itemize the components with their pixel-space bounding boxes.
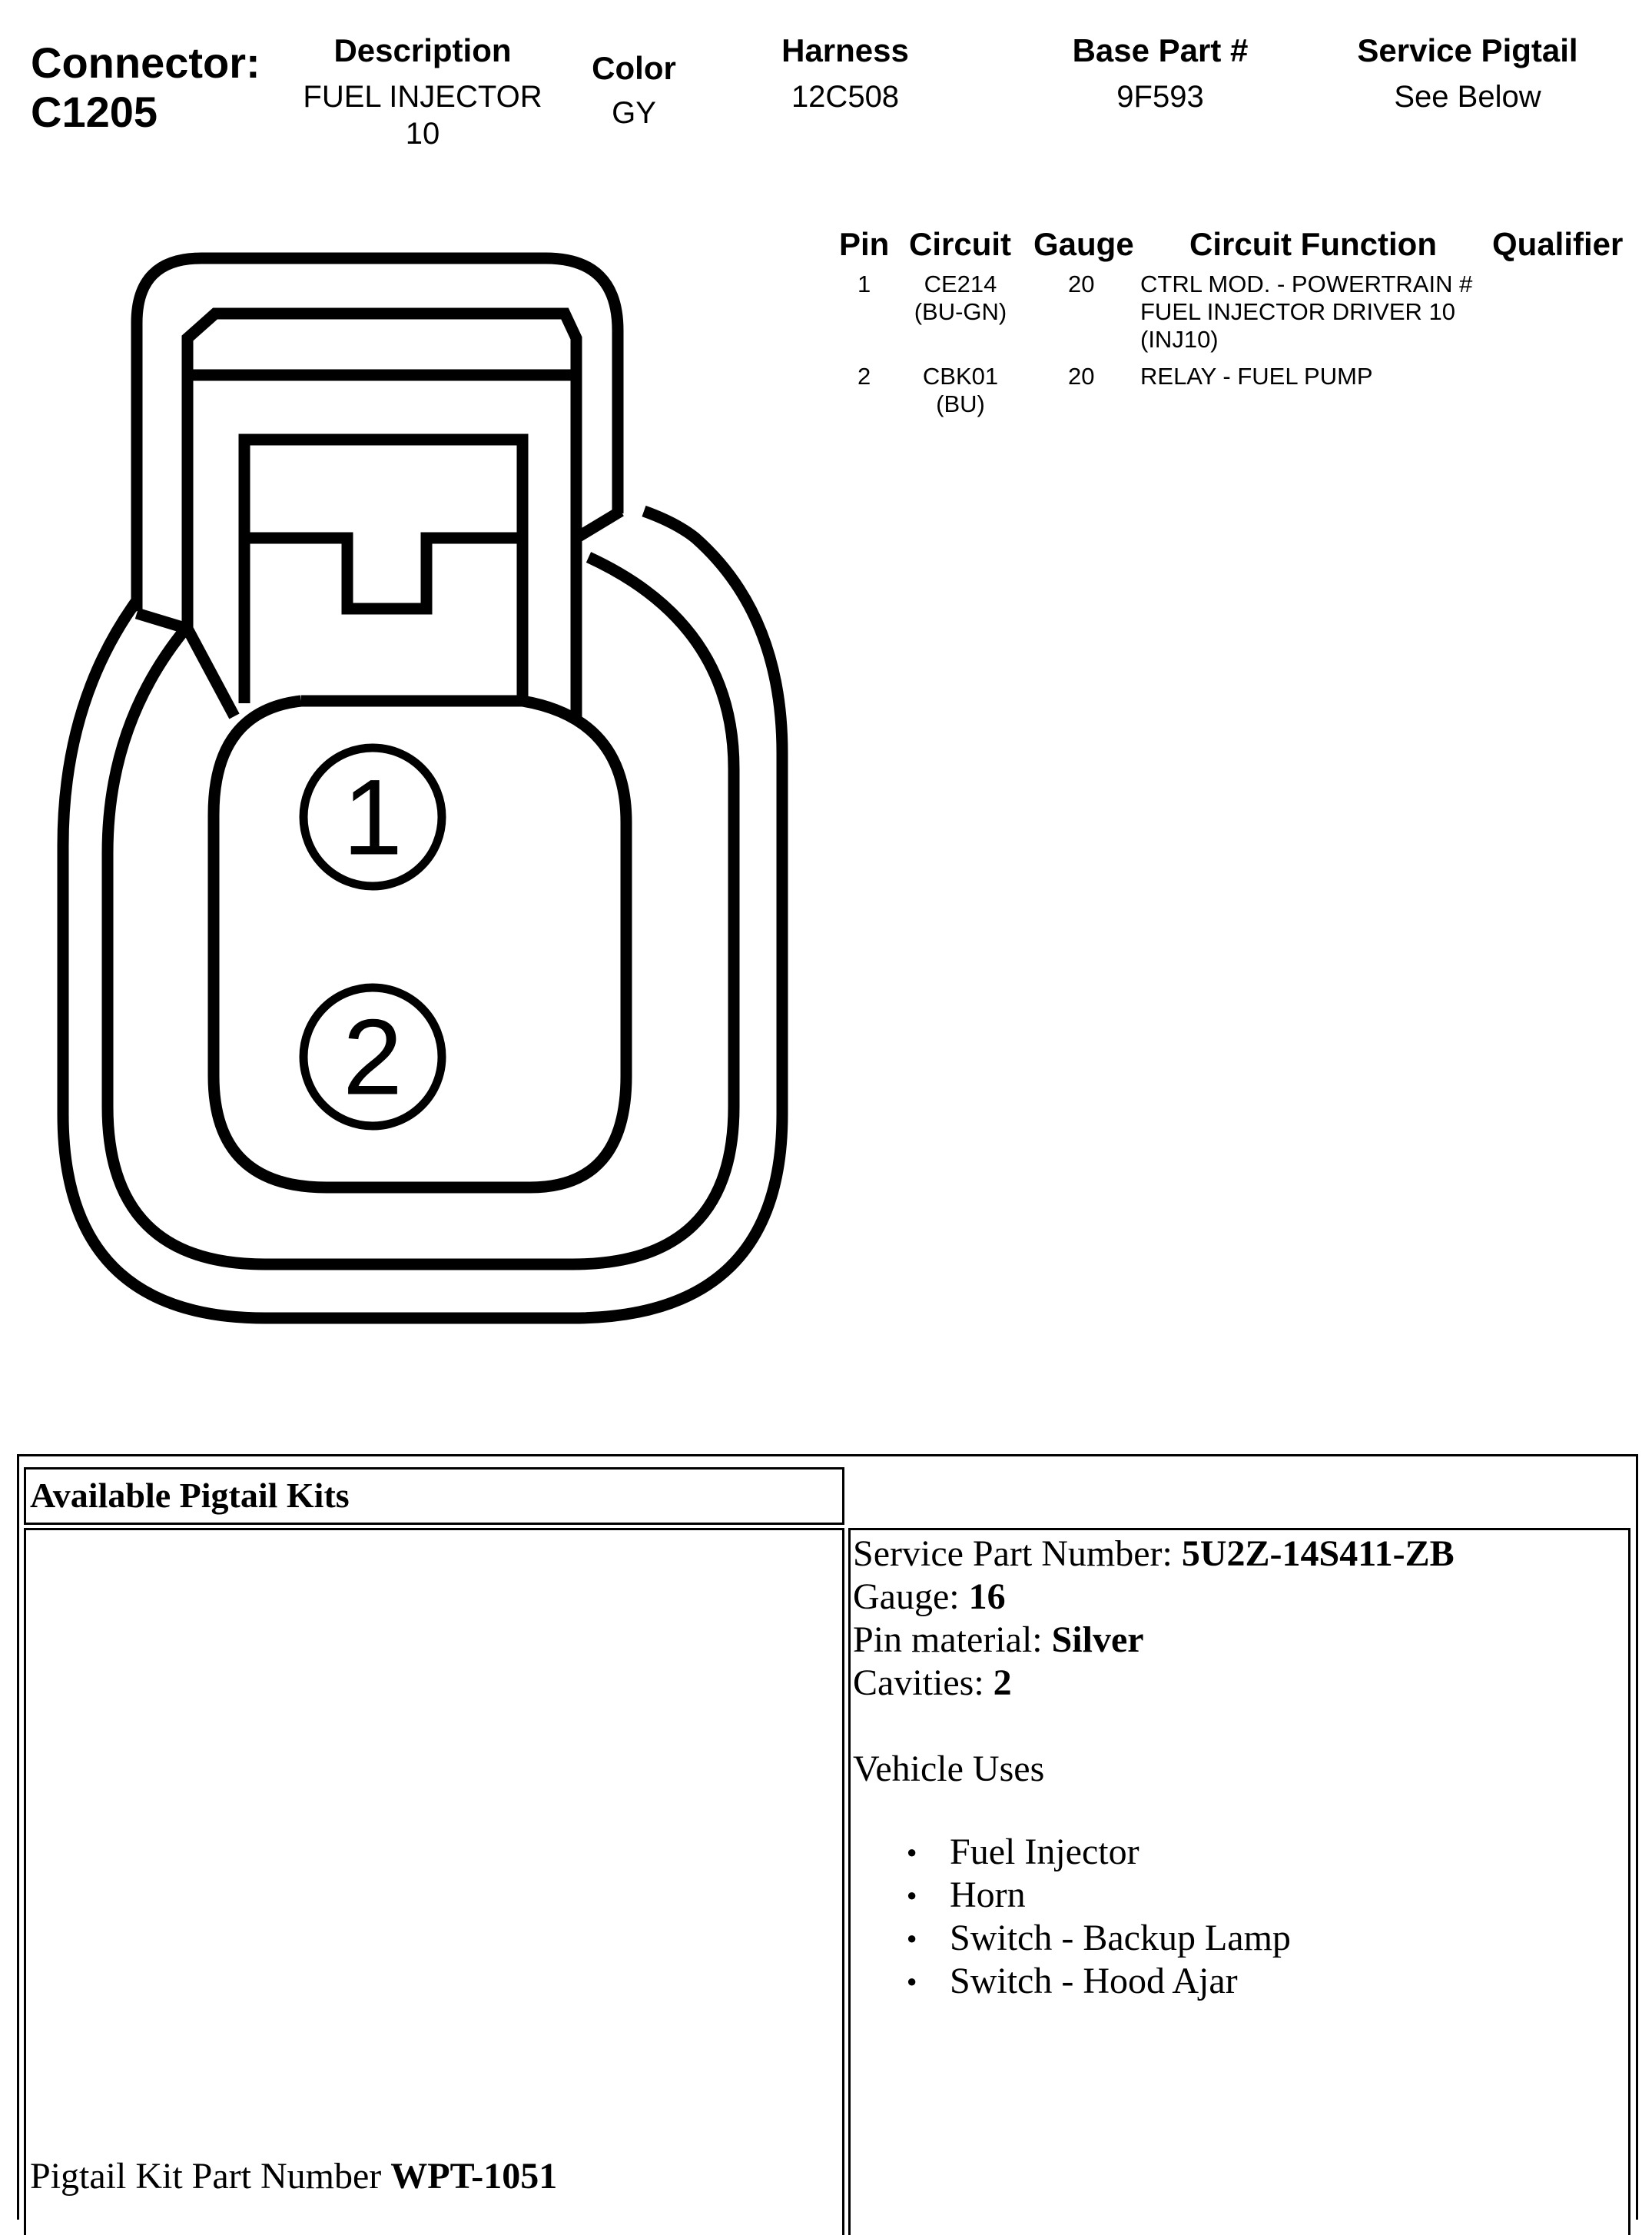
list-item: ● Horn xyxy=(907,1874,1291,1917)
pin-2-circuit xyxy=(891,363,1030,418)
description-header: Description xyxy=(333,32,512,68)
pin-1-circuit-code: CE214 xyxy=(924,271,997,297)
harness-value: 12C508 xyxy=(791,80,900,114)
pin-1-function-line1: CTRL MOD. - POWERTRAIN # xyxy=(1140,271,1473,297)
pin-material-value: Silver xyxy=(1051,1619,1144,1660)
pin-2-circuit-code: CBK01 xyxy=(922,363,999,390)
pin-2-function xyxy=(1140,363,1373,390)
pigtail-image-cell xyxy=(24,1528,844,2235)
cavities-line xyxy=(853,1662,1012,1705)
description-value-line2: 10 xyxy=(405,117,440,151)
pin-material-label: Pin material: xyxy=(853,1619,1052,1660)
vehicle-uses-heading: Vehicle Uses xyxy=(853,1748,1045,1789)
pin-2-circuit-color: (BU) xyxy=(936,390,985,417)
pin-1-function-line2: FUEL INJECTOR DRIVER 10 xyxy=(1140,298,1455,325)
base-part-header: Base Part # xyxy=(1072,32,1249,68)
pin-1-function xyxy=(1140,271,1472,354)
list-item: ● Switch - Hood Ajar xyxy=(907,1960,1291,2003)
vehicle-uses-list xyxy=(907,1831,1291,2003)
list-item: ● Switch - Backup Lamp xyxy=(907,1917,1291,1960)
pin-1-label: 1 xyxy=(343,756,403,878)
function-col-header: Circuit Function xyxy=(1189,226,1437,262)
color-value: GY xyxy=(612,96,656,130)
pin-1-number: 1 xyxy=(858,271,871,297)
service-part-value: 5U2Z-14S411-ZB xyxy=(1181,1533,1455,1574)
pin-2-function-line1: RELAY - FUEL PUMP xyxy=(1140,363,1373,390)
service-pigtail-column xyxy=(1322,31,1614,115)
pin-col-header: Pin xyxy=(839,226,890,262)
connector-id: C1205 xyxy=(31,88,158,136)
gauge-line xyxy=(853,1576,1006,1619)
pin-1-circuit-color: (BU-GN) xyxy=(914,298,1007,325)
pigtail-kit-label: Pigtail Kit Part Number xyxy=(30,2156,391,2197)
cavities-label: Cavities: xyxy=(853,1662,994,1703)
pin-2-number: 2 xyxy=(858,363,871,390)
pin-1-gauge: 20 xyxy=(1068,271,1095,297)
harness-header: Harness xyxy=(781,32,909,68)
pin-2-gauge: 20 xyxy=(1068,363,1095,390)
cavities-value: 2 xyxy=(993,1662,1012,1703)
pin-1-cavity xyxy=(304,748,442,886)
circuit-col-header: Circuit xyxy=(909,226,1012,262)
pin-2-cavity xyxy=(304,988,442,1126)
pin-2-label: 2 xyxy=(343,996,403,1118)
pin-material-line xyxy=(853,1619,1144,1662)
gauge-value: 16 xyxy=(968,1576,1006,1617)
service-pigtail-value: See Below xyxy=(1394,80,1541,114)
description-value-line1: FUEL INJECTOR xyxy=(303,80,542,114)
list-item: ● Fuel Injector xyxy=(907,1831,1291,1874)
service-part-label: Service Part Number: xyxy=(853,1533,1182,1574)
base-part-value: 9F593 xyxy=(1116,80,1204,114)
service-part-line xyxy=(853,1533,1455,1576)
pigtail-title: Available Pigtail Kits xyxy=(30,1476,350,1515)
gauge-col-header: Gauge xyxy=(1033,226,1134,262)
pigtail-kit-line xyxy=(30,2155,557,2198)
connector-label: Connector: xyxy=(31,38,260,87)
pigtail-kit-value: WPT-1051 xyxy=(390,2156,558,2197)
pin-1-circuit xyxy=(891,271,1030,326)
qualifier-col-header: Qualifier xyxy=(1492,226,1624,262)
base-part-column xyxy=(1030,31,1291,115)
pin-cavities xyxy=(0,0,814,1383)
pin-1-function-line3: (INJ10) xyxy=(1140,326,1219,353)
service-pigtail-header: Service Pigtail xyxy=(1357,32,1578,68)
gauge-label: Gauge: xyxy=(853,1576,969,1617)
color-header: Color xyxy=(592,50,676,86)
